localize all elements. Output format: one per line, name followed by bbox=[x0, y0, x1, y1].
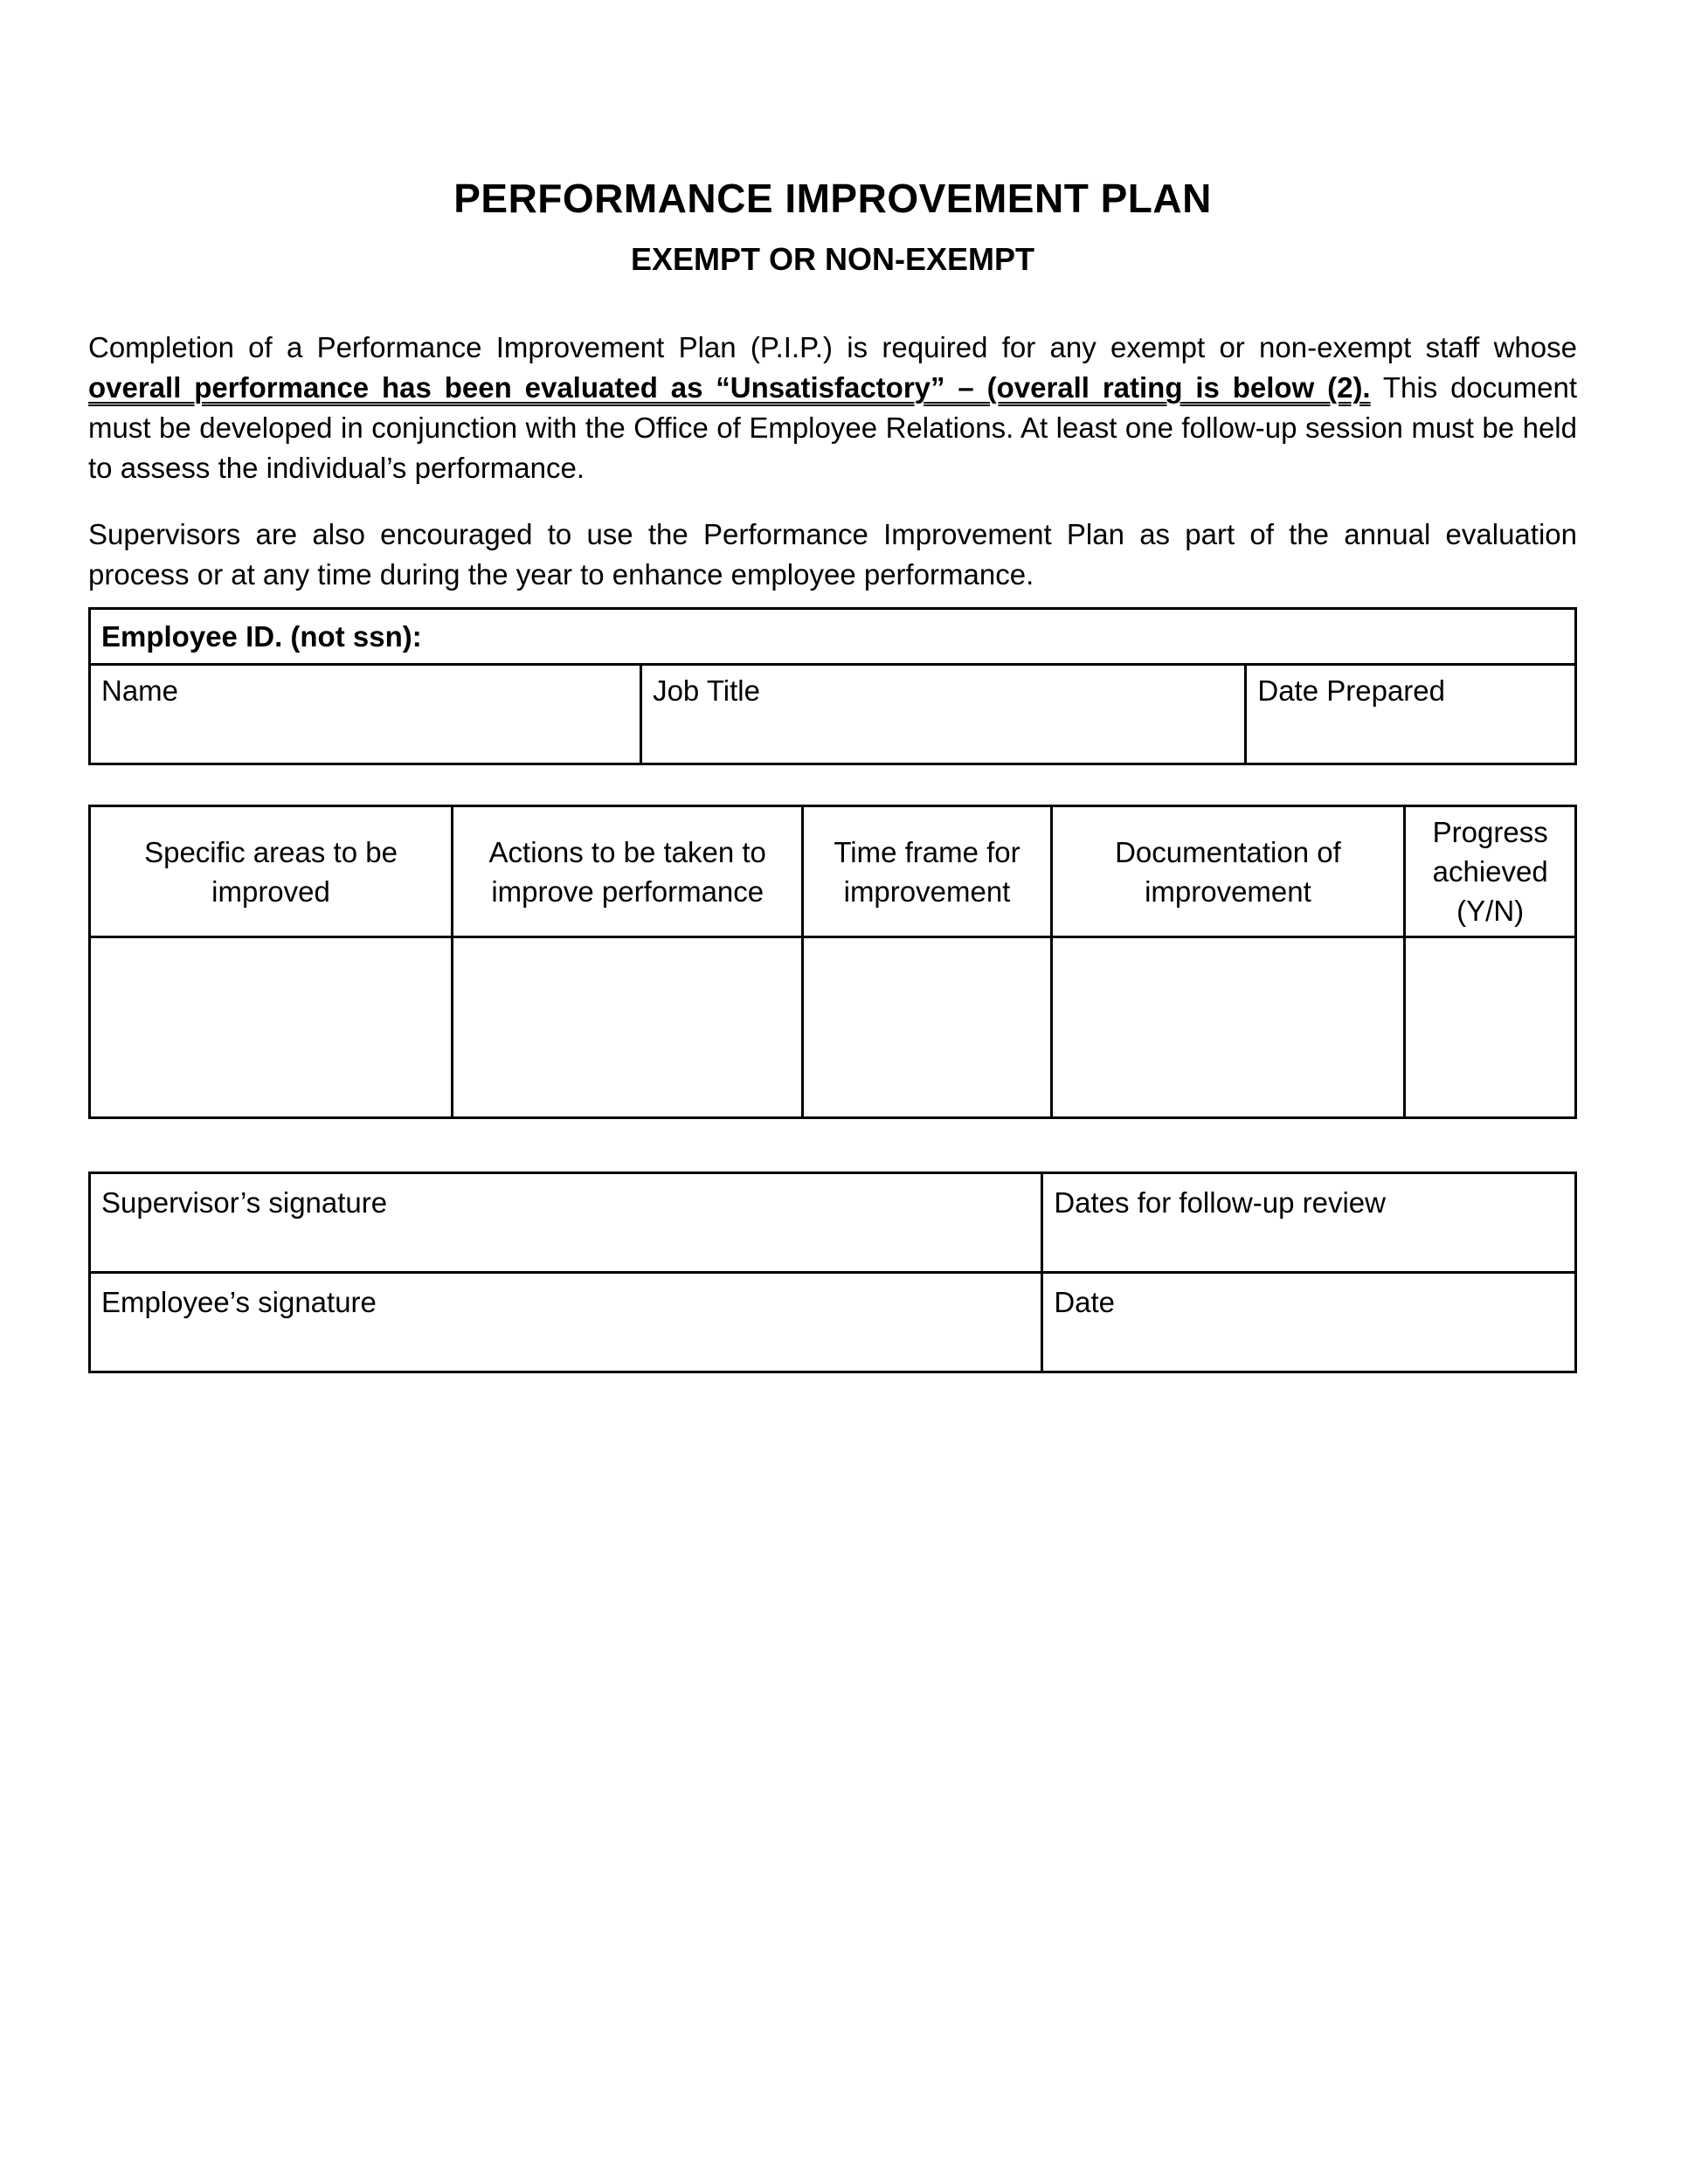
intro-paragraph-1-emphasis: overall performance has been evaluated as “Unsatisfactory” – (overall rating is below (2). bbox=[88, 371, 1371, 404]
supervisor-signature-row bbox=[90, 1173, 1576, 1273]
plan-cell-time-frame bbox=[803, 937, 1051, 1118]
employee-signature-cell: Employee’s signature bbox=[90, 1273, 1042, 1372]
page-title: PERFORMANCE IMPROVEMENT PLAN bbox=[453, 176, 1212, 221]
plan-header-row bbox=[90, 806, 1576, 937]
page-subtitle: EXEMPT OR NON-EXEMPT bbox=[630, 241, 1035, 277]
header-actions: Actions to be taken to improve performance bbox=[453, 806, 803, 937]
job-title-field-cell: Job Title bbox=[641, 665, 1246, 764]
plan-entry-row bbox=[90, 937, 1576, 1118]
intro-paragraph-1 bbox=[88, 328, 1577, 488]
employee-id-row bbox=[90, 609, 1576, 665]
employee-fields-row bbox=[90, 665, 1576, 764]
employee-signature-row bbox=[90, 1273, 1576, 1372]
employee-info-table bbox=[88, 607, 1577, 765]
follow-up-dates-cell: Dates for follow-up review bbox=[1042, 1173, 1576, 1273]
improvement-plan-table bbox=[88, 805, 1577, 1119]
header-time-frame: Time frame for improvement bbox=[803, 806, 1051, 937]
signature-table bbox=[88, 1171, 1577, 1373]
date-cell: Date bbox=[1042, 1273, 1576, 1372]
header-documentation: Documentation of improvement bbox=[1051, 806, 1405, 937]
intro-paragraph-2: Supervisors are also encouraged to use the Performance Improvement Plan as part of the annual evaluation process or at any time during the year to enhance employee performance. bbox=[88, 518, 1577, 591]
supervisor-signature-cell: Supervisor’s signature bbox=[90, 1173, 1042, 1273]
intro-paragraph-1-tail: This document must be developed in conjunction with the Office of Employee Relations. At least one follow-up session must be held to assess the individual’s performance. bbox=[88, 371, 1577, 484]
name-field-cell: Name bbox=[90, 665, 641, 764]
employee-id-label-cell: Employee ID. (not ssn): bbox=[90, 609, 1576, 665]
intro-paragraph-1-lead: Completion of a Performance Improvement Plan (P.I.P.) is required for any exempt or non-exempt staff whose bbox=[88, 331, 1577, 363]
plan-cell-actions bbox=[453, 937, 803, 1118]
header-specific-areas: Specific areas to be improved bbox=[90, 806, 453, 937]
plan-cell-specific-areas bbox=[90, 937, 453, 1118]
plan-cell-progress bbox=[1405, 937, 1576, 1118]
plan-cell-documentation bbox=[1051, 937, 1405, 1118]
date-prepared-field-cell: Date Prepared bbox=[1246, 665, 1576, 764]
header-progress: Progress achieved (Y/N) bbox=[1405, 806, 1576, 937]
